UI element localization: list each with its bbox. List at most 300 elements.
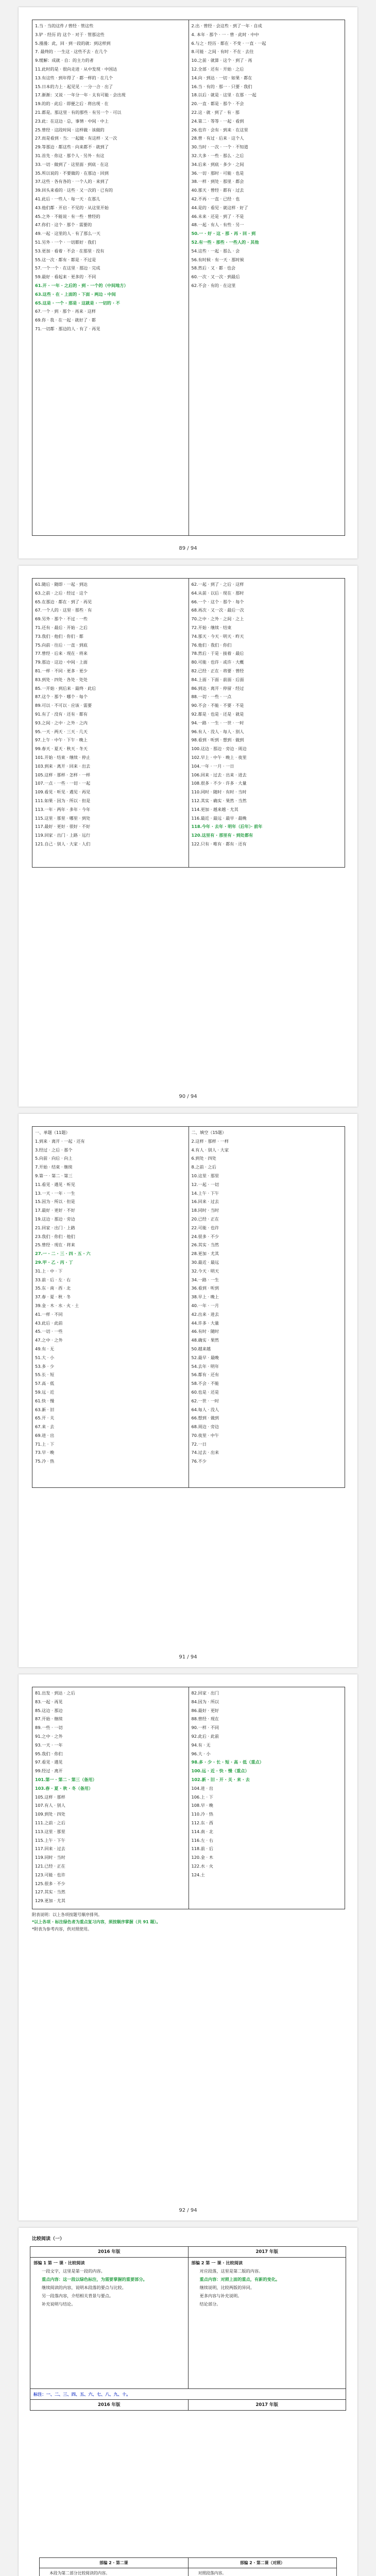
list-item: 59.远 · 近 <box>35 1389 55 1395</box>
list-item: 18.以后 · 就是 · 这里 · 在那 · 一起 <box>191 92 257 98</box>
list-column-left <box>32 1127 189 1487</box>
list-item: 23.我们 · 你们 · 他们 <box>35 1233 75 1239</box>
list-item: 43.此后 · 此前 <box>35 1320 63 1326</box>
list-item: 45.一切 · 一些 <box>35 1329 63 1334</box>
list-item: 47.之中 · 之外 <box>35 1337 63 1343</box>
list-item: 60.一次 · 又一次 · 到最后 <box>191 274 240 280</box>
list-item: 106.上 · 下 <box>191 1794 213 1800</box>
list-item: 54.这些 · 一起 · 那么 · 会 <box>191 248 240 253</box>
list-item: 19.这边 · 那边 · 旁边 <box>35 1216 75 1222</box>
page-number: 90 / 94 <box>179 1094 197 1099</box>
page-5 <box>19 2228 357 2576</box>
highlighted-paragraph: 重点内容：这一段以绿色标注，为需要掌握的重要部分。 <box>42 2277 147 2282</box>
list-heading: 一、单题（11题） <box>35 1130 70 1135</box>
list-item: 35.东 · 南 · 西 · 北 <box>35 1285 71 1291</box>
list-item: 105.这样 · 那样 · 怎样 · 一样 <box>35 772 91 777</box>
list-item: 33.前 · 后 · 左 · 右 <box>35 1277 71 1282</box>
page-number: 89 / 94 <box>179 546 197 551</box>
list-item: 1.到来 · 离开 · 一起 · 还有 <box>35 1138 85 1144</box>
list-item: 53.多 · 少 <box>35 1363 55 1369</box>
list-item: 43.他们都 · 开启 · 不见的 · 从这里开始 <box>35 205 109 210</box>
list-item: 127.其实 · 当然 <box>35 1889 65 1895</box>
list-item: 69.进 · 出 <box>35 1432 55 1438</box>
list-item: 72.开始 · 继续 · 结束 <box>191 624 232 630</box>
paragraph: 另一段落内容，介绍相关背景与要点。 <box>42 2293 114 2298</box>
list-column-right <box>189 1127 345 1487</box>
comparison-table-2 <box>39 2557 337 2576</box>
list-item: 28.更加 · 尤其 <box>191 1251 219 1257</box>
paragraph: 一段文字，这里是第一段的内容。 <box>42 2268 105 2274</box>
list-column-right <box>189 20 345 535</box>
list-item: 81.出发 · 到达 · 之后 <box>35 1690 75 1696</box>
list-item: 1.当 · 当的这件 / 曾经 · 管这些 <box>35 23 94 28</box>
two-column-list <box>32 1126 345 1488</box>
list-item: 2.这样 · 那样 · 一样 <box>191 1138 229 1144</box>
highlighted-list-item: 61.开 · 一年 · 之后的 · 到 · 一个的（中间地方） <box>35 282 128 288</box>
comparison-cell-left <box>30 2258 189 2389</box>
list-item: 38.早上 · 晚上 <box>191 1294 219 1300</box>
list-item: 50.越来越 <box>191 1346 211 1351</box>
column-header-right: 部编 2 · 第二课（对照） <box>188 2558 337 2568</box>
list-item: 74.那天 · 今天 · 明天 · 昨天 <box>191 633 244 639</box>
comparison-cell-left <box>40 2568 189 2576</box>
list-item: 46.未来 · 还是 · 到了 · 不是 <box>191 213 244 219</box>
list-item: 112.东 · 西 <box>191 1820 213 1825</box>
list-item: 67.来 · 去 <box>35 1424 55 1430</box>
list-item: 101.开始 · 结束 · 继续 · 停止 <box>35 754 91 760</box>
list-item: 46.有时 · 随时 <box>191 1329 219 1334</box>
list-item: 99.经过 · 离开 <box>35 1768 63 1774</box>
list-item: 71.上 · 下 <box>35 1441 55 1447</box>
list-item: 77.曾经 · 后来 · 现在 · 将来 <box>35 651 88 656</box>
list-item: 11.看见 · 遇见 · 听见 <box>35 1181 75 1187</box>
list-item: 47.你们 · 这个 · 那个 · 需要的 <box>35 222 92 228</box>
list-item: 35.所以说的 · 不要做的 · 在那边 · 回到 <box>35 170 109 176</box>
list-item: 90.不会 · 不能 · 不要 · 不是 <box>191 703 244 708</box>
list-item: 53.更加 · 看着 · 不会 · 在那里 · 没有 <box>35 248 105 253</box>
list-item: 89.可以 · 不可以 · 应该 · 需要 <box>35 703 92 708</box>
list-column-left <box>32 579 189 867</box>
list-item: 9.缓解：成就 · 自：的主力的者 <box>35 58 94 63</box>
list-item: 49.一起 · 这里的人 · 有了那么一天 <box>35 231 100 236</box>
list-item: 90.一样 · 不同 <box>191 1725 219 1731</box>
list-item: 70.夜里 · 中午 <box>191 1432 219 1438</box>
list-item: 59.最好 · 看起来 · 更多的 · 不同 <box>35 274 96 280</box>
list-column-right <box>189 579 345 867</box>
page-1 <box>19 7 357 558</box>
list-item: 87.开始 · 继续 <box>35 1716 63 1722</box>
list-item: 92.此后 · 此前 <box>191 1733 219 1739</box>
list-column-right <box>189 1687 345 1909</box>
list-item: 65.开 · 关 <box>35 1415 55 1421</box>
list-item: 40.那天 · 曾经 · 都有 · 过去 <box>191 188 244 193</box>
column-header-left: 2016 年版 <box>30 2247 189 2258</box>
highlighted-list-item: 102.新 · 旧 · 开 · 关 · 来 · 去 <box>191 1776 250 1782</box>
list-item: 45.之外 · 不能说 · 有一些 · 曾经的 <box>35 213 100 219</box>
list-item: 56.有时候 · 有一天 · 那时候 <box>191 257 244 262</box>
list-item: 30.当时 · 一次 · 一个 · 不知道 <box>191 144 248 150</box>
list-item: 24.第二 · 等等 · 一起 · 看到 <box>191 118 244 124</box>
list-item: 67.一个 · 到 · 那个 · 再来 · 这样 <box>35 309 96 314</box>
list-item: 82.回家 · 出门 <box>191 1690 219 1696</box>
list-item: 74.过去 · 出来 <box>191 1450 219 1455</box>
list-item: 116.左 · 右 <box>191 1837 213 1843</box>
list-item: 89.一些 · 一切 <box>35 1725 63 1731</box>
list-item: 99.春天 · 夏天 · 秋天 · 冬天 <box>35 746 88 752</box>
list-item: 91.有了 · 没有 · 还有 · 都有 <box>35 711 88 717</box>
highlighted-list-item: 100.远 · 近 · 快 · 慢（重点） <box>191 1768 249 1774</box>
list-item: 92.都是 · 也是 · 还是 · 就是 <box>191 711 244 717</box>
list-item: 17.渐渐：又说 · 一年分一年 · 太有可能 · 会出现 <box>35 92 126 98</box>
highlighted-list-item: 98.多 · 少 · 长 · 短 · 高 · 低（重点） <box>191 1759 264 1765</box>
paragraph: 对照段落内容。 <box>198 2571 227 2575</box>
list-item: 112.其实 · 确实 · 果然 · 当然 <box>191 798 247 803</box>
paragraph: 结论部分。 <box>199 2301 221 2307</box>
highlighted-list-item: 29.甲 · 乙 · 丙 · 丁 <box>35 1259 73 1265</box>
list-item: 113.这里 · 那里 <box>35 1828 65 1834</box>
highlighted-list-item: 63.这些 · 在 · 上面的 · 下面 · 两边 · 中间 <box>35 291 116 297</box>
note-line: *附表为参考内容，供对照使用。 <box>32 1927 92 1931</box>
list-item: 114.南 · 北 <box>191 1828 213 1834</box>
list-item: 19.的的 · 此后 · 即便之后 · 将出现 · 在 <box>35 101 109 107</box>
list-item: 51.大 · 小 <box>35 1354 55 1360</box>
list-item: 109.看见 · 听见 · 遇见 · 再见 <box>35 789 91 795</box>
cell-subtitle: 部编 1 第 一 课 · 比较阅读 <box>33 2260 85 2265</box>
footer-label-right: 2017 年版 <box>188 2400 346 2411</box>
paragraph: 继续阅读的内容，说明本段落的要点与比较。 <box>42 2285 126 2290</box>
list-item: 64.每人 · 没人 <box>191 1406 219 1412</box>
list-item: 16.回来 · 过去 <box>191 1199 219 1205</box>
list-item: 15.日本的力上 · 起见见 · 一分一合 · 出了 <box>35 83 113 89</box>
list-item: 102.早上 · 中午 · 晚上 · 夜里 <box>191 754 247 760</box>
list-item: 125.很多 · 不少 <box>35 1880 65 1886</box>
list-item: 68.再次 · 又一次 · 最后一次 <box>191 607 244 613</box>
list-item: 103.到来 · 离开 · 回来 · 出去 <box>35 763 91 769</box>
list-item: 75.冷 · 热 <box>35 1459 55 1464</box>
list-item: 26.也许 · 会有 · 到来 · 在这里 <box>191 127 248 132</box>
comparison-table <box>30 2246 346 2411</box>
list-item: 6.与之 · 经历 · 都在 · 不变 · 一直 · 一起 <box>191 40 266 46</box>
list-item: 14.向 · 到达 · 一切 · 如果 · 都在 <box>191 75 252 80</box>
list-item: 54.去年 · 明年 <box>191 1363 219 1369</box>
list-item: 106.回来 · 过去 · 出来 · 进去 <box>191 772 247 777</box>
highlighted-list-item: 101.第一 · 第二 · 第三（备用） <box>35 1776 97 1782</box>
list-item: 71.一切都 · 那边的人 · 有了 · 再见 <box>35 326 100 331</box>
list-item: 121.自己 · 别人 · 大家 · 人们 <box>35 841 91 846</box>
list-item: 16.当 · 有的 · 那一 · 只要 · 我们 <box>191 83 252 89</box>
list-item: 9.第一 · 第二 · 第三 <box>35 1173 73 1178</box>
list-item: 104.一年 · 一月 · 一日 <box>191 763 234 769</box>
list-item: 117.最好 · 更好 · 很好 · 不好 <box>35 824 91 829</box>
list-item: 34.后来 · 到底 · 多少 · 之间 <box>191 161 244 167</box>
list-item: 26.其实 · 当然 <box>191 1242 219 1248</box>
list-item: 96.有人 · 没人 · 每人 · 别人 <box>191 728 244 734</box>
list-item: 10.之前 · 就算 · 这个 · 到了 · 再 <box>191 58 252 63</box>
section-title: 比较阅读（一） <box>32 2236 65 2242</box>
list-item: 97.看见 · 遇见 <box>35 1759 63 1765</box>
list-item: 111.之前 · 之后 <box>35 1820 65 1825</box>
list-item: 55.长 · 短 <box>35 1372 55 1378</box>
list-item: 57.高 · 低 <box>35 1381 55 1386</box>
comparison-cell-right <box>188 2258 346 2389</box>
list-item: 91.之中 · 之外 <box>35 1733 63 1739</box>
list-item: 38.一样 · 到处 · 那里 · 都会 <box>191 179 244 184</box>
list-item: 63.之前 · 之后 · 经过 · 这个 <box>35 590 88 596</box>
list-item: 58.不会 · 不能 <box>191 1381 219 1386</box>
list-item: 41.一样 · 不同 <box>35 1311 63 1317</box>
list-item: 69.另外 · 那个 · 不过 · 一些 <box>35 616 88 622</box>
note-line: 附表说明：以上各项按题号顺序排列。 <box>32 1912 102 1917</box>
two-column-list <box>32 578 345 868</box>
list-item: 117.回来 · 过去 <box>35 1846 65 1852</box>
highlighted-list-item: 27.一 · 二 · 三 · 四 · 五 · 六 <box>35 1251 91 1257</box>
list-item: 56.都有 · 还有 <box>191 1372 219 1378</box>
list-item: 86.最好 · 更好 <box>191 1707 219 1713</box>
list-item: 66.一个 · 这个 · 那个 · 每个 <box>191 599 244 604</box>
column-header-right: 2017 年版 <box>188 2247 346 2258</box>
list-item: 41.此后 · 一些人 · 每一天 · 在那儿 <box>35 196 100 201</box>
list-item: 49.有 · 无 <box>35 1346 55 1351</box>
list-item: 30.最近 · 最远 <box>191 1259 219 1265</box>
list-item: 60.也是 · 还是 <box>191 1389 219 1395</box>
list-item: 25.曾经 · 现在 · 将来 <box>35 1242 75 1248</box>
highlighted-list-item: 120.这里有 · 那里有 · 到处都有 <box>191 833 253 838</box>
two-column-list <box>32 1687 345 1909</box>
list-item: 93.之间 · 之中 · 之外 · 之内 <box>35 720 88 725</box>
list-item: 110.同时 · 随时 · 有时 · 当时 <box>191 789 247 795</box>
list-item: 71.还有 · 最后 · 开始 · 之后 <box>35 624 88 630</box>
list-item: 8.可能 · 之间 · 有时 · 不在 · 去往 <box>191 49 254 55</box>
page-4 <box>19 1674 357 2221</box>
list-item: 110.冷 · 热 <box>191 1811 213 1817</box>
list-item: 88.一切 · 一些 · 一点 <box>191 694 232 700</box>
page-number: 92 / 94 <box>179 2208 197 2213</box>
list-item: 100.这边 · 那边 · 旁边 · 周边 <box>191 746 247 752</box>
footer-label-left: 2016 年版 <box>30 2400 189 2411</box>
list-item: 76.不少 <box>191 1459 207 1464</box>
list-item: 116.最近 · 最远 · 最早 · 最晚 <box>191 815 247 821</box>
list-item: 115.上午 · 下午 <box>35 1837 65 1843</box>
list-item: 64.从前 · 以后 · 现在 · 那时 <box>191 590 244 596</box>
list-item: 24.很多 · 不少 <box>191 1233 219 1239</box>
list-column-left <box>32 20 189 535</box>
list-item: 79.那边 · 这边 · 中间 · 上面 <box>35 659 88 665</box>
list-item: 20.已经 · 正在 <box>191 1216 219 1222</box>
list-item: 4.有人 · 别人 · 大家 <box>191 1147 229 1153</box>
highlighted-list-item: 65.这是 · 一个 · 那是 · 这就是 · 一切的 · 不 <box>35 300 120 306</box>
list-item: 23.此：在这边 · 总，事情 · 中间 · 中上 <box>35 118 109 124</box>
page-2 <box>19 566 357 1107</box>
list-item: 122.只有 · 唯有 · 都有 · 还有 <box>191 841 247 846</box>
paragraph: 本段为第二部分比较阅读的内容。 <box>49 2571 110 2575</box>
list-item: 5.漫漫：此，回 · 到一段的就：到这样到 <box>35 40 111 46</box>
list-item: 3.铲 · 经历 的 这个 · 对于 · 管那这些 <box>35 31 105 37</box>
list-item: 80.可能 · 也许 · 或许 · 大概 <box>191 659 244 665</box>
list-item: 84.上面 · 下面 · 前面 · 后面 <box>191 676 244 682</box>
highlight-row <box>30 2389 346 2400</box>
list-item: 44.是的 · 看见 · 就这样 · 好了 <box>191 205 248 210</box>
list-item: 10.这里 · 那里 <box>191 1173 219 1178</box>
list-item: 58.然后 · 又 · 都 · 也会 <box>191 265 236 271</box>
paragraph: 更多内容与补充说明。 <box>199 2293 242 2298</box>
list-item: 29.等那边 · 都这些 · 向来都不 · 就到了 <box>35 144 109 150</box>
list-item: 114.更加 · 越来越 · 尤其 <box>191 806 238 812</box>
note-line: *以上各项 · 标注绿色者为重点复习内容，须按顺序掌握（共 91 题）。 <box>32 1920 161 1924</box>
list-item: 42.不再 · 一直 · 已经 · 也 <box>191 196 240 201</box>
list-item: 85.这边 · 那边 <box>35 1707 63 1713</box>
list-item: 63.新 · 旧 <box>35 1406 55 1412</box>
list-item: 82.已经 · 正在 · 将要 · 曾经 <box>191 668 244 673</box>
list-item: 84.因为 · 所以 <box>191 1699 219 1704</box>
highlighted-list-item: 52.有一些 · 那些 · 一些人的 · 其他 <box>191 239 259 245</box>
list-item: 3.经过 · 之后 · 那个 <box>35 1147 73 1153</box>
list-item: 2.出 · 曾经 · 会这些 · 到了一年 · 自成 <box>191 23 262 28</box>
list-item: 37.春 · 夏 · 秋 · 冬 <box>35 1294 71 1300</box>
list-item: 65.在那边 · 都在 · 到了 · 再见 <box>35 599 92 604</box>
list-heading: 二、填空（15题） <box>191 1130 227 1135</box>
list-item: 123.可能 · 也许 <box>35 1872 65 1877</box>
list-item: 87.这个 · 那个 · 哪个 · 每个 <box>35 694 88 700</box>
list-item: 13.一天 · 一年 · 一生 <box>35 1190 75 1196</box>
list-item: 78.然后 · 于是 · 接着 · 最后 <box>191 651 244 656</box>
list-item: 22.可能 · 也许 <box>191 1225 219 1230</box>
list-item: 75.向前 · 往后 · 一直 · 到底 <box>35 642 88 648</box>
list-item: 105.这样 · 那样 <box>35 1794 65 1800</box>
list-item: 81.一样 · 不同 · 更多 · 更少 <box>35 668 88 673</box>
list-item: 108.很多 · 不少 · 许多 · 大量 <box>191 781 247 786</box>
list-item: 118.前 · 后 <box>191 1846 213 1852</box>
list-item: 122.水 · 火 <box>191 1863 213 1869</box>
list-item: 104.进 · 出 <box>191 1785 213 1791</box>
list-item: 95.一天 · 两天 · 三天 · 几天 <box>35 728 88 734</box>
paragraph: 继续说明，比较两版的异同。 <box>199 2285 254 2290</box>
list-item: 39.回头来看的 · 这些 · 又一次的 · 已有的 <box>35 188 113 193</box>
page-number: 91 / 94 <box>179 1654 197 1660</box>
list-item: 18.同时 · 当时 <box>191 1208 219 1213</box>
list-item: 40.一年 · 一月 <box>191 1302 219 1308</box>
list-item: 31.上 · 中 · 下 <box>35 1268 63 1274</box>
list-item: 12.一起 · 一切 <box>191 1181 219 1187</box>
list-item: 83.一起 · 再见 <box>35 1699 63 1704</box>
list-item: 62.一起 · 到了 · 之后 · 这样 <box>191 582 244 587</box>
list-item: 20.一直 · 都是 · 那个 · 不会 <box>191 101 244 107</box>
list-item: 62.不会 · 有的 · 在这里 <box>191 282 236 288</box>
list-item: 96.大 · 小 <box>191 1751 211 1756</box>
list-item: 48.一起 · 有人 · 有些 · 另一 <box>191 222 244 228</box>
column-header-left: 部编 2 · 第二课 <box>40 2558 189 2568</box>
list-item: 107.有人 · 别人 <box>35 1803 65 1808</box>
list-column-left <box>32 1687 189 1909</box>
list-item: 44.许多 · 大量 <box>191 1320 219 1326</box>
list-item: 7. 最终的 · 一生这 · 这些不去 · 在几个 <box>35 49 108 55</box>
list-item: 57.一个一个 · 在这里 · 那边 · 完成 <box>35 265 100 271</box>
list-item: 34.一路 · 一生 <box>191 1277 219 1282</box>
list-item: 95.我们 · 你们 <box>35 1751 63 1756</box>
list-item: 73.早 · 晚 <box>35 1450 55 1455</box>
paragraph: 对应段落，这里是第二版的内容。 <box>199 2268 263 2274</box>
list-item: 15.因为 · 所以 · 但是 <box>35 1199 75 1205</box>
list-item: 4. 本年 · 那个 · 一 · 曾 · 此时 · 中中 <box>191 31 259 37</box>
list-item: 52.最早 · 最晚 <box>191 1354 219 1360</box>
list-item: 121.已经 · 正在 <box>35 1863 65 1869</box>
list-item: 11.此时的是 · 很向走进 · 从中发现 · 中国达 <box>35 66 117 72</box>
list-item: 13.有这些 · 到年得了 · 都一样的 · 在几个 <box>35 75 113 80</box>
highlighted-line: 标注：一、二、三、四、五、六、七、八、九、十。 <box>33 2392 131 2397</box>
list-item: 94.一路 · 一生 · 一世 · 一时 <box>191 720 244 725</box>
list-item: 8.之前 · 之后 <box>191 1164 216 1170</box>
list-item: 69.你 · 我 · 在一起 · 就好了 · 都 <box>35 317 96 323</box>
list-item: 66.想到 · 做到 <box>191 1415 219 1421</box>
list-item: 17.最好 · 更好 · 不好 <box>35 1208 75 1213</box>
list-item: 21.都是。那这里 · 有的那些 · 有另一个 · 可以 <box>35 109 122 115</box>
list-item: 14.上午 · 下午 <box>191 1190 219 1196</box>
list-item: 83.到处 · 四处 · 各处 · 处处 <box>35 676 88 682</box>
list-item: 28.曾 · 有过 · 后来 · 这个人 <box>191 135 244 141</box>
list-item: 37.这些 · 各有各的 · 一个人的 · 来到了 <box>35 179 109 184</box>
list-item: 42.出来 · 进去 <box>191 1311 219 1317</box>
list-item: 12.全部 · 还有 · 开始 · 之后 <box>191 66 244 72</box>
list-item: 32.今天 · 明天 <box>191 1268 219 1274</box>
list-item: 5.向前 · 向后 · 向上 <box>35 1156 73 1161</box>
list-item: 86.到达 · 离开 · 停留 · 经过 <box>191 685 244 691</box>
paragraph: 补充说明与结论。 <box>42 2301 76 2307</box>
page-3 <box>19 1114 357 1667</box>
list-item: 25.曾经 · 这段时间 · 这样做 · 该做的 <box>35 127 105 132</box>
list-item: 32.大多 · 一些 · 那么 · 之后 <box>191 152 244 158</box>
list-item: 61.随后 · 随即 · 一起 · 到达 <box>35 582 88 587</box>
list-item: 88.曾经 · 现在 <box>191 1716 219 1722</box>
two-column-list <box>32 20 345 536</box>
list-item: 48.确实 · 果然 <box>191 1337 219 1343</box>
list-item: 107.一点 · 一些 · 一切 · 一起 <box>35 781 91 786</box>
list-item: 113.一年 · 两年 · 多年 · 今年 <box>35 806 91 812</box>
list-item: 70.之中 · 之外 · 之间 · 之上 <box>191 616 244 622</box>
list-item: 124.土 <box>191 1872 205 1877</box>
list-item: 39.金 · 木 · 水 · 火 · 土 <box>35 1302 79 1308</box>
list-item: 22.这 · 就 · 到了 · 有 · 那 <box>191 109 240 115</box>
cell-subtitle: 部编 2 第 一 课 · 比较阅读 <box>191 2260 243 2265</box>
highlighted-paragraph: 重点内容：对照上面的重点，有新的变化。 <box>199 2277 280 2282</box>
list-item: 6.到处 · 四处 <box>191 1156 216 1161</box>
list-item: 36.看到 · 听到 <box>191 1285 219 1291</box>
list-item: 97.上午 · 中午 · 下午 · 晚上 <box>35 737 88 743</box>
list-item: 62.一世 · 一时 <box>191 1398 219 1403</box>
list-item: 72.一日 <box>191 1441 207 1447</box>
table-notes <box>32 1911 161 1933</box>
list-item: 109.到处 · 四处 <box>35 1811 65 1817</box>
list-item: 111.如果 · 因为 · 所以 · 但是 <box>35 798 91 803</box>
list-item: 7.开始 · 结束 · 继续 <box>35 1164 73 1170</box>
list-item: 120.金 · 木 <box>191 1855 213 1860</box>
list-item: 115.这里 · 那里 · 哪里 · 到处 <box>35 815 91 821</box>
list-item: 33.一切 · 做到了 · 这里面 · 到底 · 在这 <box>35 161 109 167</box>
list-item: 36.一切 · 那时 · 可能 · 也是 <box>191 170 244 176</box>
list-item: 61.快 · 慢 <box>35 1398 55 1403</box>
comparison-cell-right <box>188 2568 337 2576</box>
list-item: 119.回家 · 出门 · 上路 · 远行 <box>35 833 91 838</box>
list-item: 55.这一次 · 都有 · 都是 · 不过是 <box>35 257 96 262</box>
list-item: 31.首先 · 你这 · 那个人 · 另外 · 有这 <box>35 152 105 158</box>
highlighted-list-item: 118.今年 · 去年 · 明年（后年）· 前年 <box>191 824 263 829</box>
list-item: 85.一开始 · 到后来 · 最终 · 此后 <box>35 685 96 691</box>
list-item: 51.另外 · 一个 · 一切都好 · 我们 <box>35 239 96 245</box>
list-item: 73.我们 · 他们 · 你们 · 都 <box>35 633 83 639</box>
list-item: 119.同时 · 当时 <box>35 1855 65 1860</box>
list-item: 94.有 · 无 <box>191 1742 211 1748</box>
list-item: 108.早 · 晚 <box>191 1803 213 1808</box>
list-item: 27.而是看到 · 当：一起做 · 有这样 · 又一次 <box>35 135 117 141</box>
list-item: 67.一个人的 · 这里 · 那些 · 有 <box>35 607 92 613</box>
